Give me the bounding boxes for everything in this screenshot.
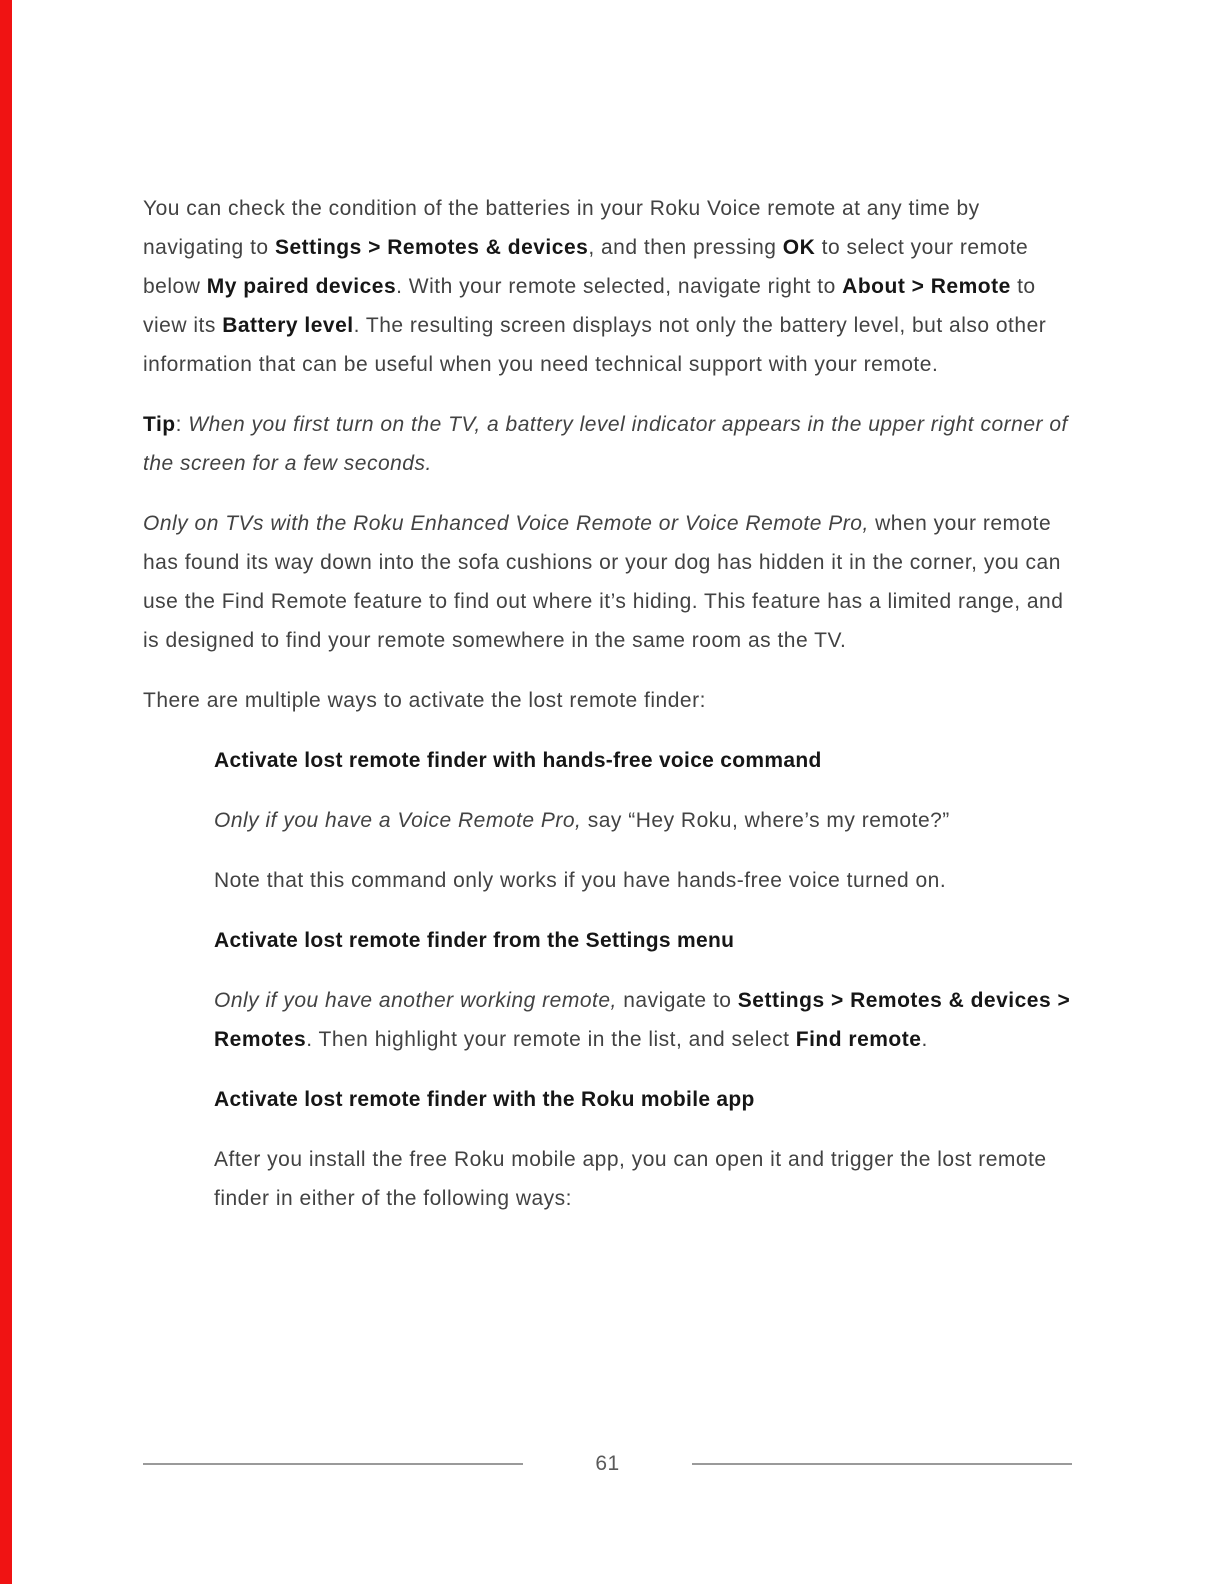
paragraph-settings-method: Only if you have another working remote, navigate to Settings > Remotes & devices > Remotes. Then highlight your remote in the list, and select Find remote.	[214, 989, 1071, 1051]
paragraph-voice-remote-pro: Only if you have a Voice Remote Pro, say “Hey Roku, where’s my remote?”	[214, 809, 950, 832]
lost-remote-methods-section	[214, 741, 1072, 1218]
paragraph-hands-free-note: Note that this command only works if you have hands-free voice turned on.	[214, 869, 947, 892]
paragraph-multiple-ways: There are multiple ways to activate the lost remote finder:	[143, 689, 706, 712]
heading-mobile-app: Activate lost remote finder with the Roku mobile app	[214, 1088, 755, 1111]
paragraph-mobile-app: After you install the free Roku mobile app, you can open it and trigger the lost remote finder in either of the following ways:	[214, 1148, 1047, 1210]
heading-settings-menu: Activate lost remote finder from the Settings menu	[214, 929, 735, 952]
paragraph-find-remote-intro: Only on TVs with the Roku Enhanced Voice Remote or Voice Remote Pro, when your remote has found its way down into the sofa cushions or your dog has hidden it in the corner, you can use the Find Remote feature to find out where it’s hiding. This feature has a limited range, and is designed to find your remote somewhere in the same room as the TV.	[143, 512, 1064, 652]
footer-rule-right	[692, 1463, 1072, 1465]
paragraph-tip: Tip: When you first turn on the TV, a battery level indicator appears in the upper right corner of the screen for a few seconds.	[143, 413, 1068, 475]
paragraph-battery-check: You can check the condition of the batteries in your Roku Voice remote at any time by navigating to Settings > Remotes & devices, and then pressing OK to select your remote below My paired devices. With your remote selected, navigate right to About > Remote to view its Battery level. The resulting screen displays not only the battery level, but also other information that can be useful when you need technical support with your remote.	[143, 197, 1047, 376]
page-number: 61	[595, 1452, 620, 1475]
footer-rule-left	[143, 1463, 523, 1465]
page-footer	[143, 1452, 1072, 1476]
heading-hands-free-voice: Activate lost remote finder with hands-free voice command	[214, 749, 822, 772]
